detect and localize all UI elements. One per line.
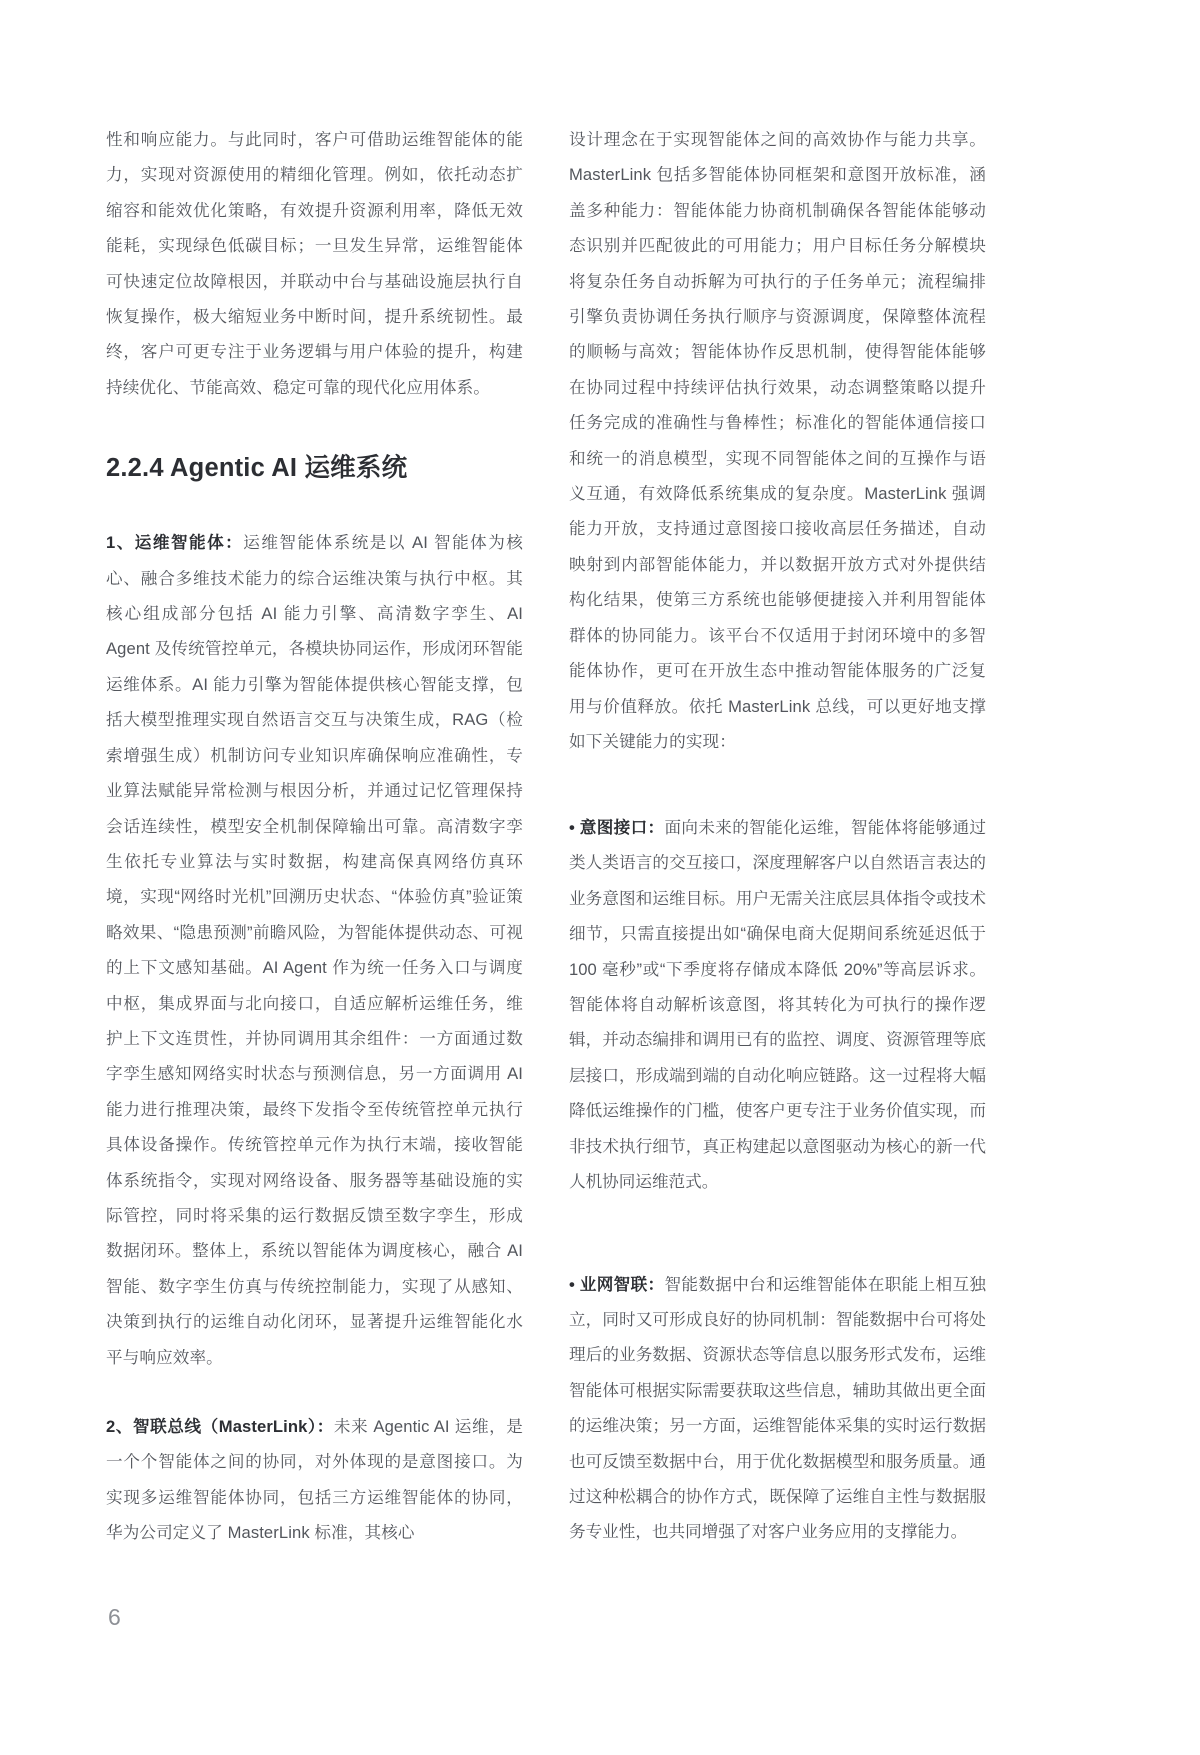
spacer-after-heading	[106, 487, 523, 525]
bullet-2-lead: 业网智联：	[579, 1274, 665, 1294]
numbered-item-2-lead: 2、智联总线（MasterLink）：	[106, 1417, 334, 1436]
spacer-before-heading	[106, 405, 523, 449]
continued-paragraph-right: 设计理念在于实现智能体之间的高效协作与能力共享。MasterLink 包括多智能体协同框架和意图开放标准，涵盖多种能力：智能体能力协商机制确保各智能体能够动态识别并匹配彼此的可用能力；用户目标任务分解模块将复杂任务自动拆解为可执行的子任务单元；流程编排引擎负责协调任务执行顺序与资源调度，保障整体流程的顺畅与高效；智能体协作反思机制，使得智能体能够在协同过程中持续评估执行效果，动态调整策略以提升任务完成的准确性与鲁棒性；标准化的智能体通信接口和统一的消息模型，实现不同智能体之间的互操作与语义互通，有效降低系统集成的复杂度。MasterLink 强调能力开放，支持通过意图接口接收高层任务描述，自动映射到内部智能体能力，并以数据开放方式对外提供结构化结果，使第三方系统也能够便捷接入并利用智能体群体的协同能力。该平台不仅适用于封闭环境中的多智能体协作，更可在开放生态中推动智能体服务的广泛复用与价值释放。依托 MasterLink 总线，可以更好地支撑如下关键能力的实现：	[569, 130, 986, 751]
bullet-item-intent-interface	[569, 810, 986, 1199]
bullet-marker-icon: •	[569, 817, 575, 837]
bullet-2-body: 智能数据中台和运维智能体在职能上相互独立，同时又可形成良好的协同机制：智能数据中台可将处理后的业务数据、资源状态等信息以服务形式发布，运维智能体可根据实际需要获取这些信息，辅助其做出更全面的运维决策；另一方面，运维智能体采集的实时运行数据也可反馈至数据中台，用于优化数据模型和服务质量。通过这种松耦合的协作方式，既保障了运维自主性与数据服务专业性，也共同增强了对客户业务应用的支撑能力。	[569, 1274, 986, 1542]
page-number: 6	[108, 1604, 122, 1630]
right-column	[569, 122, 986, 1542]
bullet-marker-icon-2: •	[569, 1274, 575, 1294]
spacer-between-items	[106, 1375, 523, 1409]
numbered-item-1-body: 运维智能体系统是以 AI 智能体为核心、融合多维技术能力的综合运维决策与执行中枢。其核心组成部分包括 AI 能力引擎、高清数字孪生、AI Agent 及传统管控单元，各模块协同运作，形成闭环智能运维体系。AI 能力引擎为智能体提供核心智能支撑，包括大模型推理实现自然语言交互与决策生成，RAG（检索增强生成）机制访问专业知识库确保响应准确性，专业算法赋能异常检测与根因分析，并通过记忆管理保持会话连续性，模型安全机制保障输出可靠。高清数字孪生依托专业算法与实时数据，构建高保真网络仿真环境，实现“网络时光机”回溯历史状态、“体验仿真”验证策略效果、“隐患预测”前瞻风险，为智能体提供动态、可视的上下文感知基础。AI Agent 作为统一任务入口与调度中枢，集成界面与北向接口，自适应解析运维任务，维护上下文连贯性，并协同调用其余组件：一方面通过数字孪生感知网络实时状态与预测信息，另一方面调用 AI 能力进行推理决策，最终下发指令至传统管控单元执行具体设备操作。传统管控单元作为执行末端，接收智能体系统指令，实现对网络设备、服务器等基础设施的实际管控，同时将采集的运行数据反馈至数字孪生，形成数据闭环。整体上，系统以智能体为调度核心，融合 AI 智能、数字孪生仿真与传统控制能力，实现了从感知、决策到执行的运维自动化闭环，显著提升运维智能化水平与响应效率。	[106, 533, 523, 1367]
numbered-item-2-body: 未来 Agentic AI 运维，是一个个智能体之间的协同，对外体现的是意图接口。为实现多运维智能体协同，包括三方运维智能体的协同，华为公司定义了 MasterLink 标准，其核心	[106, 1417, 523, 1543]
spacer-before-bullet-1	[569, 759, 986, 793]
page-content	[106, 122, 986, 1543]
numbered-item-2	[106, 1409, 523, 1551]
bullet-1-body: 面向未来的智能化运维，智能体将能够通过类人类语言的交互接口，深度理解客户以自然语言表达的业务意图和运维目标。用户无需关注底层具体指令或技术细节，只需直接提出如“确保电商大促期间系统延迟低于 100 毫秒”或“下季度将存储成本降低 20%”等高层诉求。智能体将自动解析该意图，将其转化为可执行的操作逻辑，并动态编排和调用已有的监控、调度、资源管理等底层接口，形成端到端的自动化响应链路。这一过程将大幅降低运维操作的门槛，使客户更专注于业务价值实现，而非技术执行细节，真正构建起以意图驱动为核心的新一代人机协同运维范式。	[569, 817, 986, 1191]
numbered-item-1-lead: 1、运维智能体：	[106, 533, 244, 553]
section-heading-224: 2.2.4 Agentic AI 运维系统	[106, 454, 408, 483]
continued-paragraph-left: 性和响应能力。与此同时，客户可借助运维智能体的能力，实现对资源使用的精细化管理。例如，依托动态扩缩容和能效优化策略，有效提升资源利用率，降低无效能耗，实现绿色低碳目标；一旦发生异常，运维智能体可快速定位故障根因，并联动中台与基础设施层执行自恢复操作，极大缩短业务中断时间，提升系统韧性。最终，客户可更专注于业务逻辑与用户体验的提升，构建持续优化、节能高效、稳定可靠的现代化应用体系。	[106, 130, 523, 397]
numbered-item-1	[106, 525, 523, 1375]
left-column	[106, 122, 523, 1543]
bullet-item-business-network-link	[569, 1267, 986, 1550]
spacer-before-bullet-2	[569, 1216, 986, 1250]
bullet-1-lead: 意图接口：	[579, 817, 665, 837]
